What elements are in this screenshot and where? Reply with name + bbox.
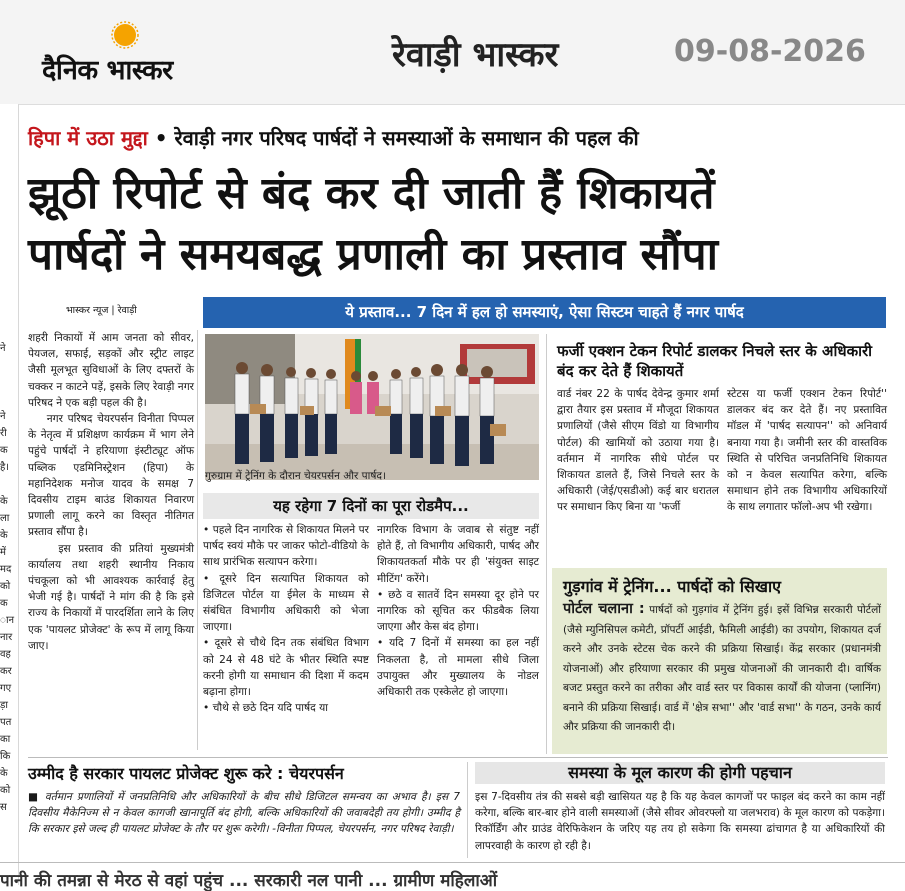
clipped-text-fragment: कि [0, 751, 11, 762]
clipped-text-fragment: ला [0, 513, 10, 524]
training-box-text: पार्षदों को गुड़गांव में ट्रेनिंग हुई। इसें विभिन्न सरकारी पोर्टलों (जैसे म्युनिसिपल कमेटी, प्रॉपर्टी आईडी, फैमिली आईडी) का उपयोग, शिकायत दर्ज करने और उनके स्टेटस चेक करने की प्रक्रिया सिखाई। केंद्र सरकार (प्रधानमंत्री योजनाओं) और हरियाणा सरकार की प्रमुख योजनाओं की जानकारी दी। वार्षिक बजट प्रस्तुत करने का तरीका और वार्ड स्तर पर विकास कार्यों की योजना (प्लानिंग) बनाने की प्रक्रिया सिखाई। वार्ड में 'क्षेत्र सभा'' और 'वार्ड सभा'' के गठन, उनके कार्य और प्रक्रिया की जानकारी दी। [563, 604, 882, 733]
side-headline: फर्जी एक्शन टेकन रिपोर्ट डालकर निचले स्तर के अधिकारी बंद कर देते हैं शिकायतें [557, 342, 872, 380]
body-column-1: शहरी निकायों में आम जनता को सीवर, पेयजल, सफाई, सड़कों और स्ट्रीट लाइट जैसी मूलभूत सुविधाओं के लिए दफ्तरों के चक्कर न काटने पड़ें, इसके लिए रेवाड़ी नगर परिषद ने एक बड़ी पहल की है। नगर परिषद चेयरपर्सन विनीता पिप्पल के नेतृत्व में प्रशिक्षण कार्यक्रम में भाग लेने पहुंचे पार्षदों ने हरियाणा इंस्टीट्यूट ऑफ पब्लिक एडमिनिस्ट्रेशन (हिपा) के महानिदेशक मनोज यादव के समक्ष 7 दिवसीय टाइम बाउंड शिकायत निवारण प्रणाली लागू करने का विस्तृत नीतिगत प्रस्ताव सौंपा है। इस प्रस्ताव की प्रतियां मुख्यमंत्री कार्यालय तथा शहरी स्थानीय निकाय पंचकूला को भी आवश्यक कार्रवाई हेतु भेजी गई है। पार्षदों ने मांग की है कि इसे राज्य के निकायों में पारदर्शिता लाने के लिए एक 'पायलट प्रोजेक्ट' के रूप में लागू किया जाए। [28, 332, 194, 652]
column-divider [197, 330, 198, 750]
byline: भास्कर न्यूज | रेवाड़ी [66, 305, 137, 316]
clipped-text-fragment: ड़ा [0, 700, 8, 711]
chairperson-heading: उम्मीद है सरकार पायलट प्रोजेक्ट शुरू करे : चेयरपर्सन [28, 764, 344, 783]
headline-line-2: पार्षदों ने समयबद्ध प्रणाली का प्रस्ताव सौंपा [28, 229, 719, 280]
training-box-lead: पोर्टल चलाना : [563, 601, 645, 617]
group-photo [205, 334, 539, 480]
clipped-text-fragment: को [0, 581, 11, 592]
clipped-text-fragment: गए [0, 683, 12, 694]
photo-caption: गुरुग्राम में ट्रेनिंग के दौरान चेयरपर्सन और पार्षद। [205, 470, 386, 482]
side-column-1: वार्ड नंबर 22 के पार्षद देवेन्द्र कुमार शर्मा द्वारा तैयार इस प्रस्ताव में मौजूदा शिकायत प्रणालियों (जैसे सीएम विंडो या विभागीय पोर्टल) की खामियों को उठाया गया है। वर्तमान में नागरिक सीधे पोर्टल पर शिकायत डालते हैं, जिसे निचले स्तर के अधिकारी (जेई/एसडीओ) कई बार धरातल पर समाधान किए बिना या 'फर्जी [557, 388, 723, 514]
clipped-text-fragment: ने [0, 411, 6, 422]
clipped-text-fragment: के [0, 530, 8, 541]
root-cause-text: इस 7-दिवसीय तंत्र की सबसे बड़ी खासियत यह है कि यह केवल कागजों पर फाइल बंद करने का काम नहीं करेगा, बल्कि बार-बार होने वाली समस्याओं (जैसे सीवर ओवरफ्लो या जलभराव) के मूल कारण को पकड़ेगा। रिकॉर्डिंग और ग्राउंड वेरिफिकेशन के जरिए यह तय हो सकेगा कि समस्या ढांचागत है या अधिकारियों की लापरवाही के कारण हो रही है। [475, 791, 889, 852]
kicker-topic: हिपा में उठा मुद्दा [28, 126, 148, 150]
sun-logo-icon [110, 20, 140, 50]
page-bottom-rule [0, 862, 905, 863]
clipped-text-fragment: का [0, 734, 11, 745]
clipped-text-fragment: में [0, 547, 6, 558]
training-box-heading: गुड़गांव में ट्रेनिंग... पार्षदों को सिखाए [563, 577, 781, 596]
newspaper-logo: दैनिक भास्कर [42, 55, 173, 86]
edition-date: 09-08-2026 [674, 34, 866, 69]
clipped-text-fragment: ान [0, 615, 15, 626]
clipped-text-fragment [0, 476, 18, 493]
kicker [28, 124, 639, 151]
clipped-text-fragment: ने [0, 343, 6, 354]
clipped-text-fragment: क [0, 598, 8, 609]
proposal-banner: ये प्रस्ताव... 7 दिन में हल हो समस्याएं, ऐसा सिस्टम चाहते हैं नगर पार्षद [203, 297, 886, 328]
clipped-text-fragment [0, 391, 18, 408]
clipped-text-fragment: री [0, 428, 7, 439]
clipped-text-fragment: के [0, 768, 8, 779]
root-cause-heading: समस्या के मूल कारण की होगी पहचान [475, 762, 885, 784]
clipped-text-fragment [0, 374, 18, 391]
roadmap-column-2: नागरिक विभाग के जवाब से संतुष्ट नहीं होते हैं, तो विभागीय अधिकारी, पार्षद और शिकायतकर्ता मौके पर ही 'संयुक्त साइट मीटिंग' करेंगे। • छठे व सातवें दिन समस्या दूर होने पर नागरिक को सूचित कर फीडबैक लिया जाएगा और केस बंद होगा। • यदि 7 दिनों में समस्या का हल नहीं निकलता है, तो मामला सीधे जिला उपायुक्त और मुख्यालय के नोडल अधिकारी तक एस्केलेट हो जाएगा। [377, 524, 539, 699]
clipped-text-fragment: कर [0, 666, 12, 677]
edition-title: रेवाड़ी भास्कर [392, 35, 559, 75]
kicker-text: • रेवाड़ी नगर परिषद पार्षदों ने समस्याओं के समाधान की पहल की [154, 126, 639, 150]
column-divider [546, 334, 547, 754]
side-column-2: स्टेटस या फर्जी एक्शन टेकन रिपोर्ट'' डालकर बंद कर देते हैं। नए प्रस्तावित मॉडल में 'पार्षद सत्यापन'' को अनिवार्य बनाया गया है। जमीनी स्तर की वास्तविक स्थिति से परिचित जनप्रतिनिधि शिकायत को न केवल सत्यापित करेगा, बल्कि समाधान होने तक विभागीय अधिकारियों के साथ लगातार फॉलो-अप भी रखेगा। [727, 388, 891, 514]
clipped-text-fragment: वह [0, 649, 11, 660]
clipped-text-fragment [0, 357, 18, 374]
clipped-text-fragment: मद [0, 564, 12, 575]
chairperson-quote: ■ वर्तमान प्रणालियों में जनप्रतिनिधि और अधिकारियों के बीच सीधे डिजिटल समन्वय का अभाव है। इस 7 दिवसीय मैकेनिज्म से न केवल कागजी खानापूर्ति बंद होगी, बल्कि अधिकारियों की जवाबदेही तय होगी। उम्मीद है कि सरकार इसे जल्द ही पायलट प्रोजेक्ट के तौर पर शुरू करेगी। -विनीता पिप्पल, चेयरपर्सन, नगर परिषद रेवाड़ी। [28, 791, 464, 836]
clipped-text-fragment: है। [0, 462, 10, 473]
roadmap-column-1: • पहले दिन नागरिक से शिकायत मिलने पर पार्षद स्वयं मौके पर जाकर फोटो-वीडियो के साथ प्रारंभिक सत्यापन करेगा। • दूसरे दिन सत्यापित शिकायत को डिजिटल पोर्टल या ईमेल के माध्यम से संबंधित विभागीय अधिकारी को भेजा जाएगा। • दूसरे से चौथे दिन तक संबंधित विभाग को 24 से 48 घंटे के भीतर स्थिति स्पष्ट करनी होगी या समाधान की दिशा में कदम बढ़ाना होगा। • चौथे से छठे दिन यदि पार्षद या [203, 524, 369, 715]
headline-line-1: झूठी रिपोर्ट से बंद कर दी जाती हैं शिकायतें [28, 168, 715, 219]
clipped-text-fragment: स [0, 802, 7, 813]
clipped-text-fragment: के [0, 496, 8, 507]
clipped-text-fragment: पत [0, 717, 12, 728]
clipped-text-fragment: नार [0, 632, 13, 643]
roadmap-heading: यह रहेगा 7 दिनों का पूरा रोडमैप... [203, 493, 539, 519]
neighbouring-column-clip [0, 104, 19, 885]
clipped-text-fragment: क [0, 445, 8, 456]
clipped-text-fragment: को [0, 785, 11, 796]
next-article-clip: पानी की तमन्ना से मेरठ से वहां पहुंच ... सरकारी नल पानी ... ग्रामीण महिलाओं [0, 871, 498, 891]
training-box-body [563, 600, 881, 750]
column-divider [467, 762, 468, 858]
section-rule [28, 757, 888, 758]
